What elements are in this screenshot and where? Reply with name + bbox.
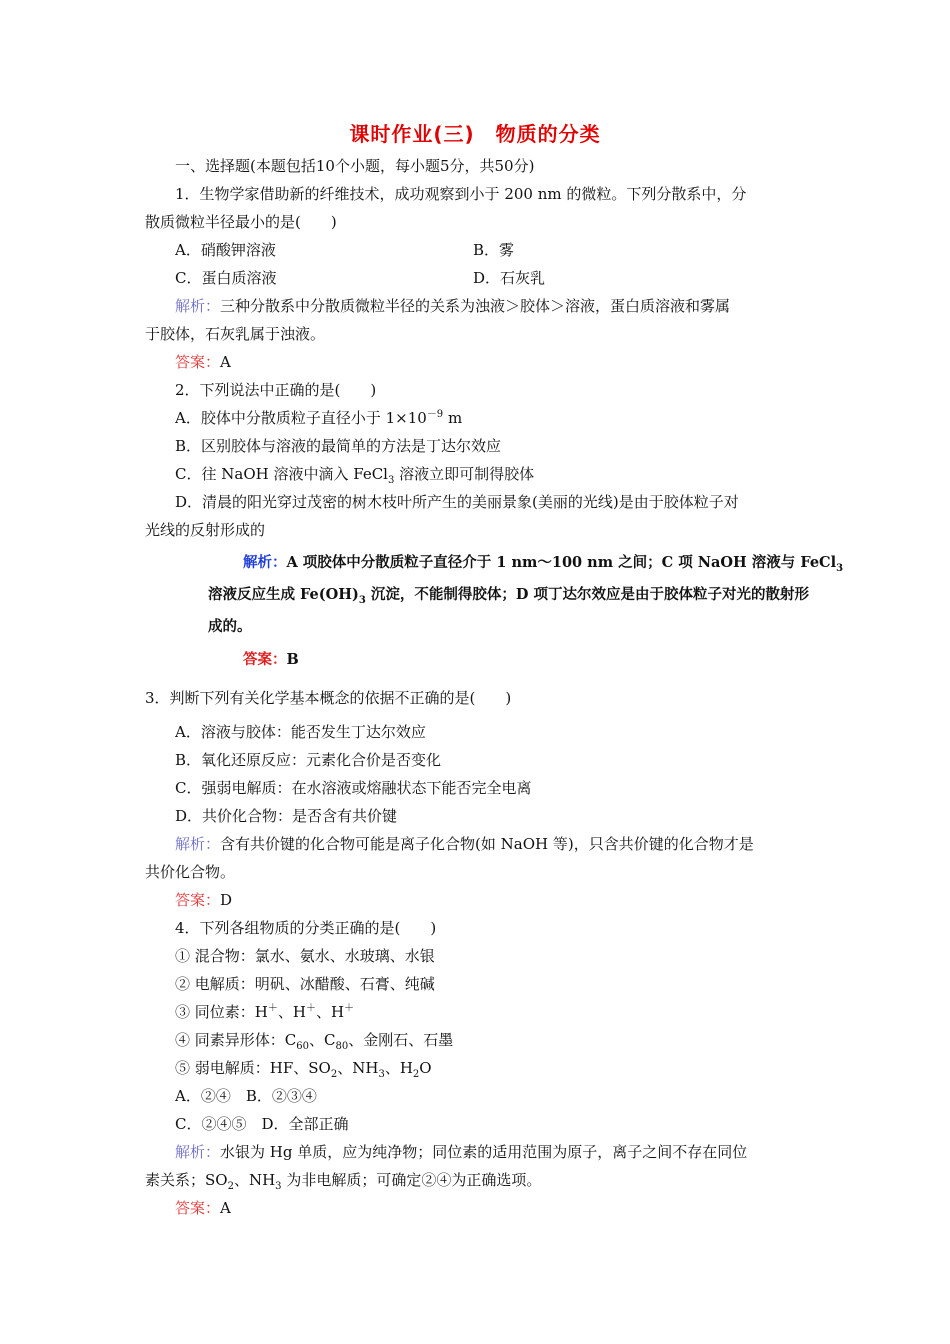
q2-option-c: [175, 464, 534, 484]
q4-item-2: ② 电解质：明矾、冰醋酸、石膏、纯碱: [175, 975, 435, 993]
q2-analysis-subscript1: 3: [836, 562, 844, 574]
answer-label: 答案：: [175, 1199, 221, 1217]
q4-options-ab: A．②④ B．②③④: [175, 1087, 317, 1105]
q1-option-b: B．雾: [473, 241, 515, 259]
q3-option-c: C．强弱电解质：在水溶液或熔融状态下能否完全电离: [175, 779, 532, 797]
q2-option-d-line2: 光线的反射形成的: [145, 521, 266, 539]
q4-item-4-sub1: 60: [296, 1041, 309, 1052]
q4-item-5: [175, 1058, 432, 1078]
q2-analysis-text1: A 项胶体中分散质粒子直径介于 1 nm～100 nm 之间；C 项 NaOH 溶液与 FeCl: [286, 554, 837, 571]
q4-item-4-tail: 、金刚石、石墨: [348, 1031, 454, 1049]
q1-option-a: A．硝酸钾溶液: [175, 241, 276, 259]
q2-analysis-text2: 溶液反应生成 Fe(OH): [208, 586, 359, 603]
q2-answer: [243, 650, 299, 670]
analysis-label: 解析：: [175, 835, 221, 853]
q2-option-c-text: C．往 NaOH 溶液中滴入 FeCl: [175, 465, 388, 483]
answer-label: 答案：: [175, 891, 221, 909]
q4-item-3-text: ③ 同位素：H: [175, 1003, 268, 1021]
q2-option-a-exponent: －9: [426, 409, 444, 420]
q4-analysis-text2: 素关系；SO: [145, 1171, 228, 1189]
analysis-label: 解析：: [243, 554, 287, 571]
q4-item-5-mid2: 、H: [384, 1059, 413, 1077]
q4-analysis-tail: 为非电解质；可确定②④为正确选项。: [281, 1171, 542, 1189]
q4-item-5-sub2: 3: [378, 1069, 385, 1080]
q2-option-b: B．区别胶体与溶液的最简单的方法是丁达尔效应: [175, 437, 502, 455]
q4-item-4-mid: 、C: [308, 1031, 336, 1049]
q4-item-5-mid1: 、NH: [337, 1059, 379, 1077]
q2-analysis-text2-tail: 沉淀，不能制得胶体；D 项丁达尔效应是由于胶体粒子对光的散射形: [365, 586, 809, 603]
q3-analysis-line1: [175, 834, 754, 854]
q4-analysis-text1: 水银为 Hg 单质，应为纯净物；同位素的适用范围为原子，离子之间不存在同位: [220, 1143, 748, 1161]
q1-option-c: C．蛋白质溶液: [175, 269, 277, 287]
q2-option-a-text: A．胶体中分散质粒子直径小于 1×10: [175, 409, 427, 427]
q4-analysis-line2: [145, 1170, 541, 1190]
q4-item-3-charge: ＋: [305, 1003, 316, 1014]
q3-option-a: A．溶液与胶体：能否发生丁达尔效应: [175, 723, 426, 741]
q1-answer-value: A: [220, 353, 231, 371]
q4-item-1: ① 混合物：氯水、氨水、水玻璃、水银: [175, 947, 435, 965]
q2-option-a: [175, 408, 462, 428]
q4-item-5-sub1: 2: [330, 1069, 338, 1080]
q3-stem: 3．判断下列有关化学基本概念的依据不正确的是( ): [145, 689, 512, 707]
q4-stem: 4．下列各组物质的分类正确的是( ): [175, 919, 437, 937]
q4-answer: [175, 1198, 231, 1218]
q1-stem-line1: 1．生物学家借助新的纤维技术，成功观察到小于 200 nm 的微粒。下列分散系中，分: [175, 185, 747, 203]
q2-analysis-subscript2: 3: [358, 594, 366, 606]
q4-item-5-tail: O: [419, 1059, 432, 1077]
q4-answer-value: A: [220, 1199, 231, 1217]
q3-analysis-text1: 含有共价键的化合物可能是离子化合物(如 NaOH 等)，只含共价键的化合物才是: [220, 835, 754, 853]
q4-options-cd: C．②④⑤ D．全部正确: [175, 1115, 349, 1133]
q1-analysis-line1: [175, 296, 730, 316]
q4-item-5-text: ⑤ 弱电解质：HF、SO: [175, 1059, 331, 1077]
q4-item-3-sep: 、H: [315, 1003, 345, 1021]
q4-item-3: [175, 1002, 354, 1022]
q4-item-3-charge: ＋: [267, 1003, 278, 1014]
q1-option-d: D．石灰乳: [473, 269, 546, 287]
q1-stem-line2: 散质微粒半径最小的是( ): [145, 213, 337, 231]
q4-analysis-mid: 、NH: [233, 1171, 276, 1189]
q4-analysis-sub1: 2: [227, 1181, 234, 1192]
q4-item-4: [175, 1030, 453, 1050]
page-title: 课时作业(三) 物质的分类: [349, 122, 601, 146]
section-heading: 一、选择题(本题包括10个小题，每小题5分，共50分): [175, 157, 535, 175]
q3-option-b: B．氧化还原反应：元素化合价是否变化: [175, 751, 442, 769]
q1-analysis-line2: 于胶体，石灰乳属于浊液。: [145, 325, 326, 343]
answer-label: 答案：: [243, 651, 287, 668]
q2-stem: 2．下列说法中正确的是( ): [175, 381, 377, 399]
q3-answer-value: D: [220, 891, 233, 909]
q3-answer: [175, 890, 232, 910]
q4-analysis-line1: [175, 1142, 747, 1162]
q1-answer: [175, 352, 231, 372]
q3-option-d: D．共价化合物：是否含有共价键: [175, 807, 398, 825]
q2-analysis-line1: [243, 553, 843, 573]
answer-label: 答案：: [175, 353, 221, 371]
q4-item-5-sub3: 2: [412, 1069, 420, 1080]
q4-item-4-text: ④ 同素异形体：C: [175, 1031, 297, 1049]
q1-analysis-text1: 三种分散系中分散质微粒半径的关系为浊液＞胶体＞溶液，蛋白质溶液和雾属: [220, 297, 731, 315]
q2-option-a-unit: m: [443, 409, 463, 427]
q4-item-3-sep: 、H: [277, 1003, 306, 1021]
analysis-label: 解析：: [175, 1143, 221, 1161]
q4-analysis-sub2: 3: [275, 1181, 282, 1192]
analysis-label: 解析：: [175, 297, 221, 315]
q4-item-3-charge: ＋: [344, 1003, 355, 1014]
q3-analysis-line2: 共价化合物。: [145, 863, 236, 881]
q2-analysis-line3: 成的。: [208, 618, 252, 635]
q2-option-c-tail: 溶液立即可制得胶体: [394, 465, 535, 483]
q2-analysis-line2: [208, 585, 809, 605]
q4-item-4-sub2: 80: [335, 1041, 349, 1052]
q2-option-c-subscript: 3: [387, 475, 395, 486]
q2-answer-value: B: [286, 651, 299, 668]
q2-option-d-line1: D．清晨的阳光穿过茂密的树木枝叶所产生的美丽景象(美丽的光线)是由于胶体粒子对: [175, 493, 739, 511]
